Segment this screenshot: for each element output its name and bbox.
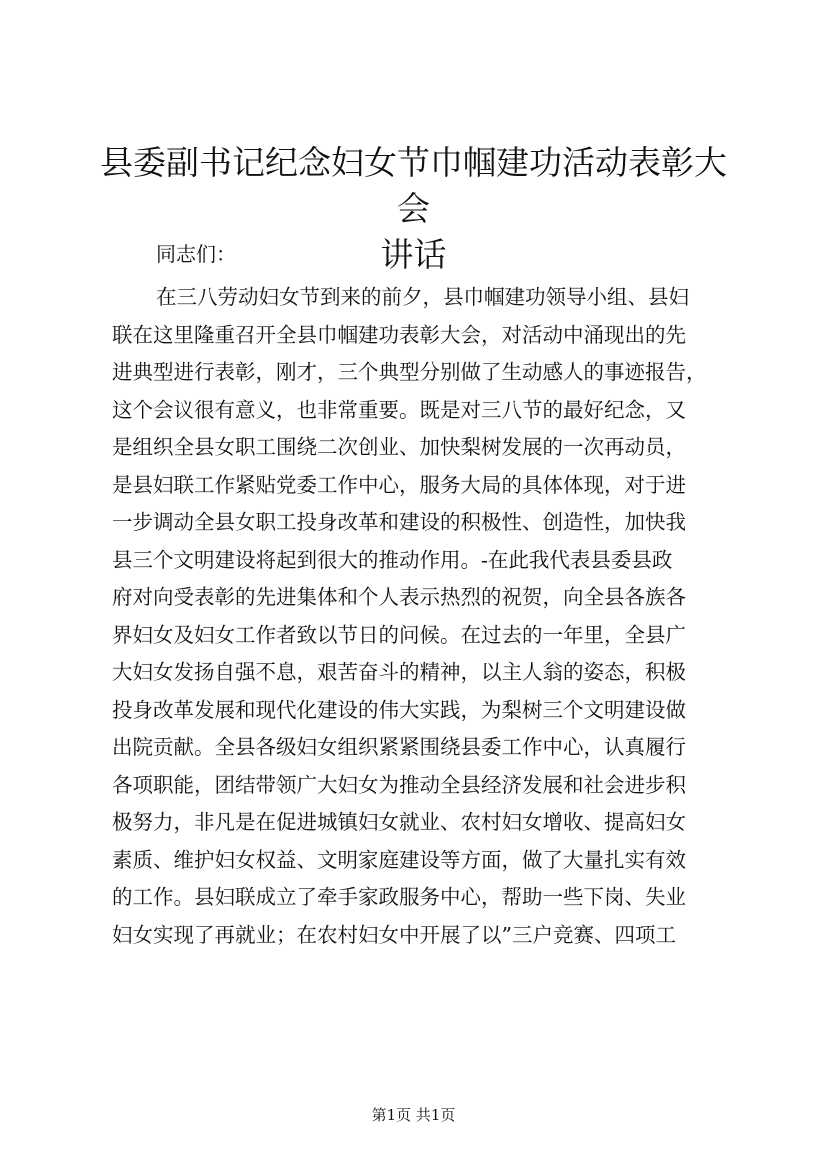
title-line-2: 讲话 [380, 235, 447, 274]
body-line: 是组织全县女职工围绕二次创业、加快梨树发展的一次再动员， [112, 435, 686, 459]
title-line-1: 县委副书记纪念妇女节巾帼建功活动表彰大会 [100, 143, 727, 228]
body-line: 是县妇联工作紧贴党委工作中心，服务大局的具体体现，对于进 [112, 472, 686, 497]
body-line: 联在这里隆重召开全县巾帼建功表彰大会，对活动中涌现出的先 [112, 322, 686, 347]
body-line: 出院贡献。全县各级妇女组织紧紧围绕县委工作中心，认真履行 [112, 735, 686, 759]
body-line: 一步调动全县女职工投身改革和建设的积极性、创造性，加快我 [112, 510, 686, 534]
body-text [112, 283, 732, 958]
body-line: 极努力，非凡是在促进城镇妇女就业、农村妇女增收、提高妇女 [112, 810, 686, 834]
body-line: 进典型进行表彰，刚才，三个典型分别做了生动感人的事迹报告， [112, 360, 707, 384]
body-line: 各项职能，团结带领广大妇女为推动全县经济发展和社会进步积 [112, 772, 686, 797]
body-line: 府对向受表彰的先进集体和个人表示热烈的祝贺，向全县各族各 [112, 585, 686, 609]
body-line: 界妇女及妇女工作者致以节日的问候。在过去的一年里，全县广 [112, 622, 686, 647]
body-line: 妇女实现了再就业；在农村妇女中开展了以”三户竞赛、四项工 [112, 922, 676, 947]
body-line: 素质、维护妇女权益、文明家庭建设等方面，做了大量扎实有效 [112, 847, 686, 872]
page-footer: 第1页 共1页 [371, 1106, 456, 1124]
body-line: 这个会议很有意义，也非常重要。既是对三八节的最好纪念，又 [112, 397, 686, 422]
body-line: 在三八劳动妇女节到来的前夕，县巾帼建功领导小组、县妇 [156, 285, 689, 309]
greeting: 同志们： [156, 242, 236, 266]
body-line: 的工作。县妇联成立了牵手家政服务中心，帮助一些下岗、失业 [112, 885, 686, 909]
body-line: 大妇女发扬自强不息，艰苦奋斗的精神，以主人翁的姿态，积极 [112, 660, 686, 684]
body-line: 县三个文明建设将起到很大的推动作用。-在此我代表县委县政 [112, 547, 673, 572]
body-line: 投身改革发展和现代化建设的伟大实践，为梨树三个文明建设做 [112, 697, 686, 722]
